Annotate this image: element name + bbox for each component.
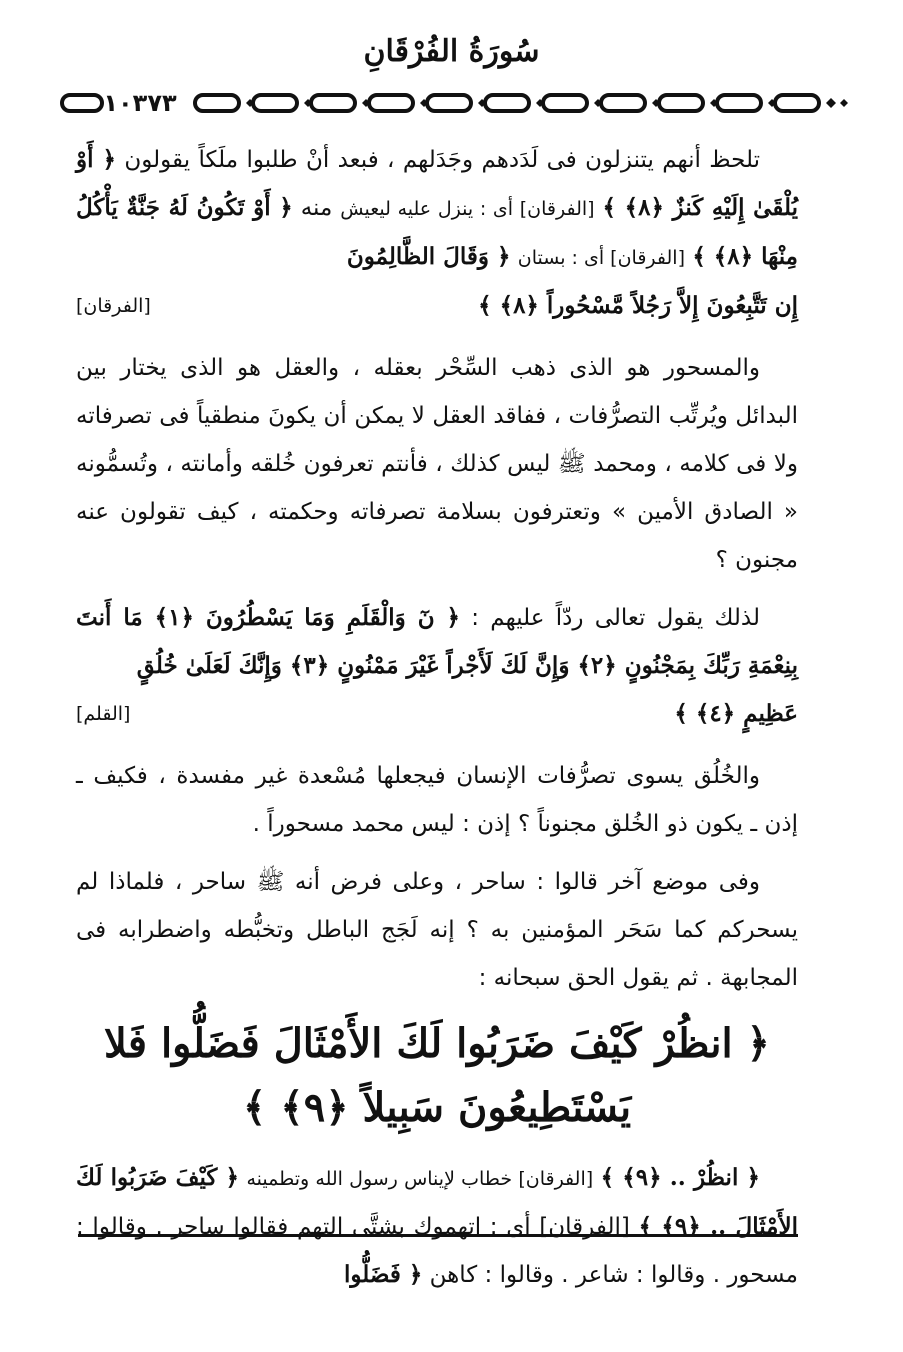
quran-quote: ﴿ كَيْفَ ضَرَبُوا لَكَ الأَمْثَالَ .. ﴿٩﴾ ﴾: [76, 1164, 798, 1240]
quran-quote: عَظِيمٍ ﴿٤﴾ ﴾: [674, 700, 798, 727]
text-run: لذلك يقول تعالى ردّاً عليهم :: [471, 605, 761, 631]
text-run: [الفرقان] خطاب لإيناس رسول الله وتطمينه: [246, 1168, 594, 1190]
paragraph-2: والمسحور هو الذى ذهب السِّحْر بعقله ، والعقل هو الذى يختار بين البدائل ويُرتِّب التصرُّفات ، ففاقد العقل لا يمكن أن يكونَ منطقياً فى تصرفاته ولا فى كلامه ، ومحمد ﷺ ليس كذلك ، فأنتم تعرفون خُلقه وأمانته ، وتُسمُّونه « الصادق الأمين » وتعترفون بسلامة تصرفاته وحكمته ، كيف تقولون عنه مجنون ؟: [76, 355, 798, 573]
surah-reference: [القلم]: [76, 703, 131, 725]
highlighted-verse: [76, 1012, 798, 1140]
quran-quote: ﴿ فَضَلُّوا: [344, 1261, 423, 1288]
quran-quote: ﴿ وَقَالَ الظَّالِمُونَ: [346, 243, 511, 270]
text-run: تلحظ أنهم يتنزلون فى لَدَدهم وجَدَلهم ، فبعد أنْ طلبوا ملَكاً: [198, 147, 760, 173]
text-run: [الفرقان] أى : ينزل عليه ليعيش: [340, 198, 595, 220]
text-run: [الفرقان] أى : بستان: [517, 247, 685, 269]
verse-line: ﴿ انظُرْ كَيْفَ ضَرَبُوا لَكَ الأَمْثَالَ فَضَلُّوا فَلا: [104, 1020, 770, 1067]
paragraph-5: وفى موضع آخر قالوا : ساحر ، وعلى فرض أنه ﷺ ساحر ، فلماذا لم يسحركم كما سَحَر المؤمنين به ؟ إنه لَجَج الباطل وتخبُّطه واضطرابه فى المجابهة . ثم يقول الحق سبحانه :: [76, 869, 798, 991]
surah-title: سُورَةُ الفُرْقَانِ: [363, 34, 540, 69]
quran-quote: ﴿ نٓ وَالْقَلَمِ وَمَا يَسْطُرُونَ ﴿١﴾ مَا أَنتَ بِنِعْمَةِ رَبِّكَ بِمَجْنُونٍ ﴿٢﴾ وَإِنَّ لَكَ لَأَجْراً غَيْرَ مَمْنُونٍ ﴿٣﴾ وَإِنَّكَ لَعَلَىٰ خُلُقٍ: [76, 604, 798, 679]
page-body: [76, 136, 798, 1309]
paragraph-3: [76, 594, 798, 690]
quote-reference-line: [76, 690, 798, 738]
text-run: منه: [300, 195, 333, 221]
quran-quote: إِن تَتَّبِعُونَ إِلاَّ رَجُلاً مَّسْحُوراً ﴿٨﴾ ﴾: [478, 292, 798, 319]
quran-quote: ﴿ أَوْ تَكُونُ لَهُ جَنَّةٌ يَأْكُلُ مِنْهَا ﴿٨﴾ ﴾: [76, 194, 798, 270]
text-run: [الفرقان] أى : اتهموك بشتَّى التهم فقالوا ساحر . وقالوا : مسحور . وقالوا : شاعر . وقالوا : كاهن: [76, 1214, 798, 1288]
text-run: يقولون: [124, 147, 191, 173]
paragraph-1: [76, 136, 798, 282]
paragraph-4: والخُلُق يسوى تصرُّفات الإنسان فيجعلها مُسْعدة غير مفسدة ، فكيف ـ إذن ـ يكون ذو الخُلق مجنوناً ؟ إذن : ليس محمد مسحوراً .: [76, 763, 798, 837]
page-number: ١٠٣٧٣: [103, 89, 177, 117]
surah-reference: [الفرقان]: [76, 295, 151, 317]
quran-quote: ﴿ أَوْ يُلْقَىٰ إِلَيْهِ كَنزٌ ﴿٨﴾ ﴾: [76, 146, 799, 221]
quote-reference-line: [76, 282, 798, 330]
footer-rule: [78, 1234, 798, 1237]
quran-quote: ﴿ انظُرْ .. ﴿٩﴾ ﴾: [600, 1164, 760, 1191]
paragraph-6: [76, 1154, 798, 1299]
verse-line: يَسْتَطِيعُونَ سَبِيلاً ﴿٩﴾ ﴾: [242, 1084, 632, 1131]
